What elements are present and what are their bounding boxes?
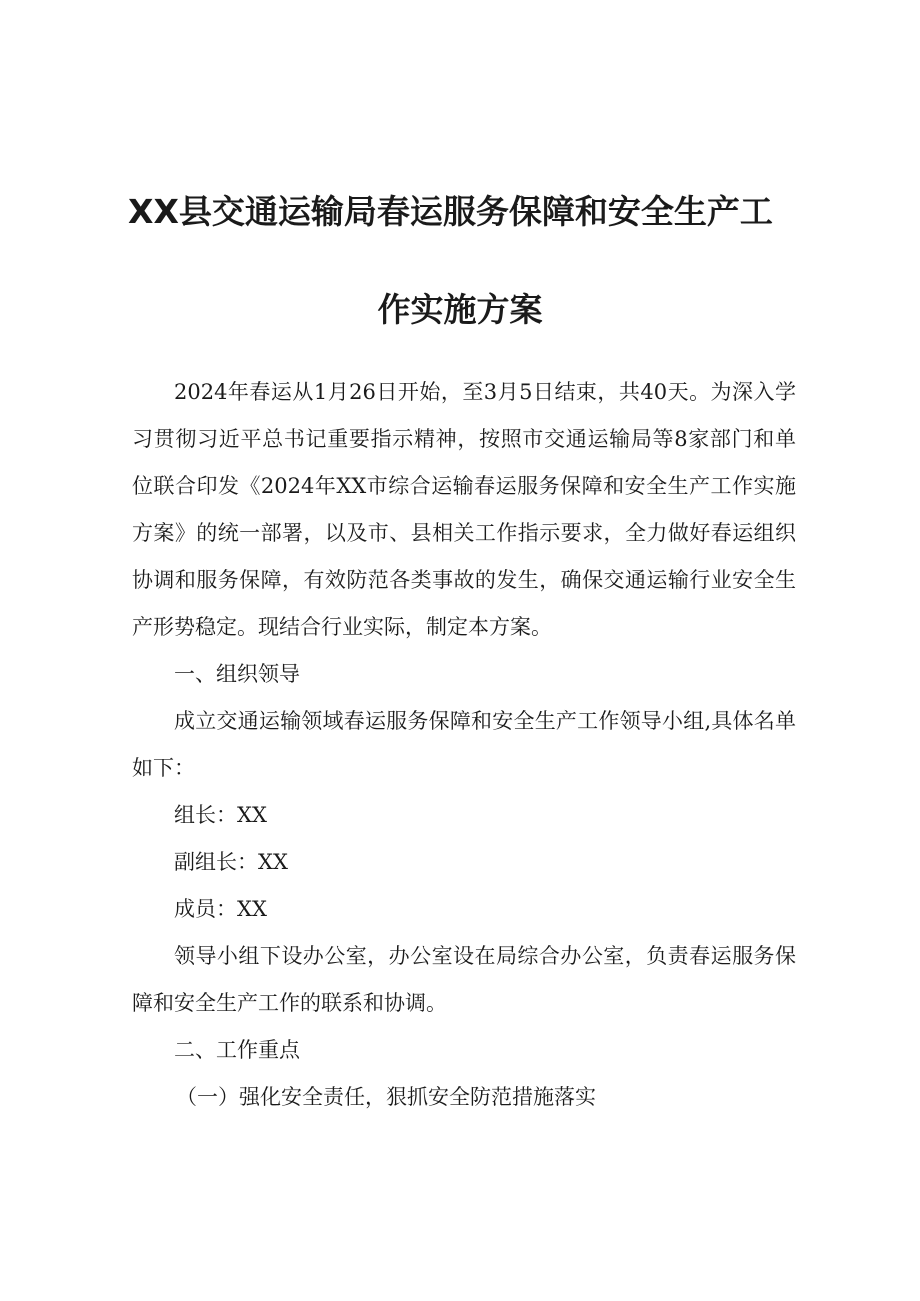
document-title-line1: XX县交通运输局春运服务保障和安全生产工 (128, 192, 773, 231)
section1-heading: 一、组织领导 (174, 662, 300, 686)
leader-line: 组长：XX (174, 803, 267, 827)
section1-lead-paragraph: 成立交通运输领域春运服务保障和安全生产工作领导小组,具体名单如下： (132, 709, 796, 780)
deputy-leader-line: 副组长：XX (174, 850, 288, 874)
intro-paragraph: 2024年春运从1月26日开始，至3月5日结束，共40天。为深入学习贯彻习近平总书记重要指示精神，按照市交通运输局等8家部门和单位联合印发《2024年XX市综合运输春运服务保障和安全生产工作实施方案》的统一部署，以及市、县相关工作指示要求，全力做好春运组织协调和服务保障，有效防范各类事故的发生，确保交通运输行业安全生产形势稳定。现结合行业实际，制定本方案。 (132, 380, 796, 639)
subsection1-heading: （一）强化安全责任，狠抓安全防范措施落实 (176, 1085, 596, 1109)
section2-heading: 二、工作重点 (174, 1038, 300, 1062)
document-title-line2: 作实施方案 (377, 290, 543, 329)
members-line: 成员：XX (174, 897, 267, 921)
office-note-paragraph: 领导小组下设办公室，办公室设在局综合办公室，负责春运服务保障和安全生产工作的联系和协调。 (132, 944, 796, 1015)
